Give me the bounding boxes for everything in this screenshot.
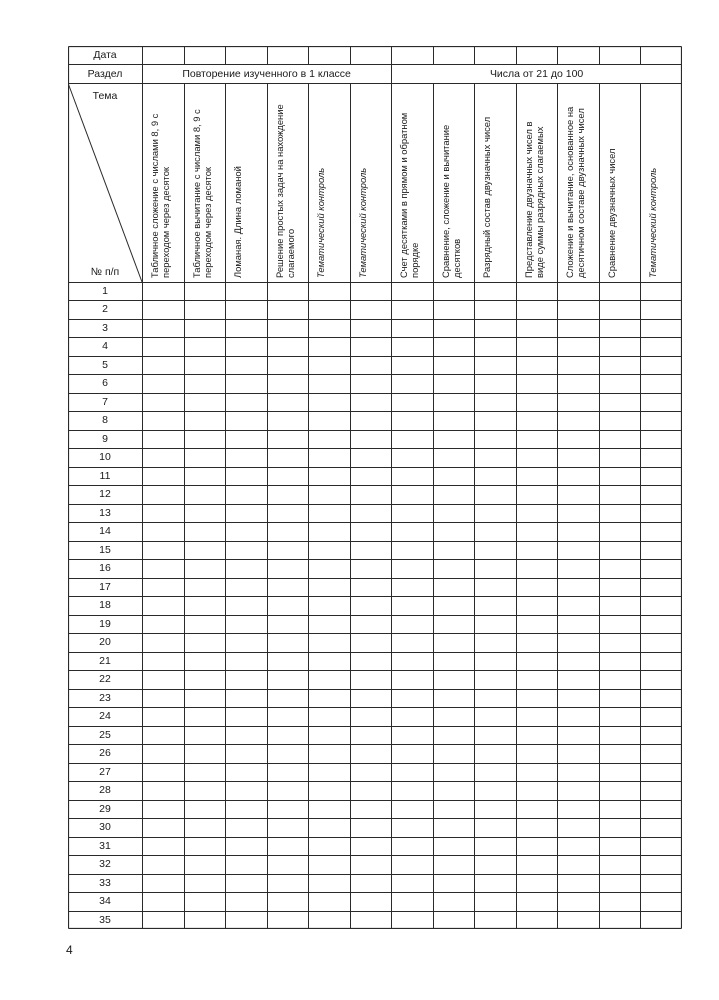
row-number: 8: [102, 414, 108, 427]
topic-header-5: Тематический контроль: [315, 167, 327, 278]
topic-header-9: Разрядный состав двузначных чисел: [481, 116, 493, 278]
section-title-numbers-21-100: Числа от 21 до 100: [489, 68, 584, 80]
topic-header-2: Табличное вычитание с числами 8, 9 с переходом через десяток: [190, 109, 213, 278]
row-number: 24: [99, 710, 111, 723]
row-number: 17: [99, 580, 111, 593]
topic-header-3: Ломаная. Длина ломаной: [232, 166, 244, 278]
page-number: 4: [66, 943, 73, 957]
topic-header-8: Сравнение, сложение и вычитание десятков: [439, 124, 462, 278]
row-number: 20: [99, 636, 111, 649]
row-number: 15: [99, 543, 111, 556]
row-number: 34: [99, 895, 111, 908]
row-number: 9: [102, 432, 108, 445]
date-label: Дата: [93, 49, 117, 61]
row-number: 16: [99, 562, 111, 575]
topic-header-7: Счет десятками в прямом и обратном порядке: [398, 112, 420, 278]
section-title-repetition: Повторение изученного в 1 классе: [182, 68, 351, 80]
row-number: 31: [99, 839, 111, 852]
row-number: 35: [99, 913, 111, 926]
row-number: 22: [99, 673, 111, 686]
row-number: 6: [102, 377, 108, 390]
row-number: 33: [99, 876, 111, 889]
row-number: 23: [99, 691, 111, 704]
row-number: 28: [99, 784, 111, 797]
row-number: 14: [99, 525, 111, 538]
topic-header-6: Тематический контроль: [356, 167, 368, 278]
section-label: Раздел: [87, 68, 123, 80]
row-number: 32: [99, 858, 111, 871]
journal-table: [68, 46, 682, 929]
row-number: 3: [102, 321, 108, 334]
row-number: 4: [102, 340, 108, 353]
row-number: 25: [99, 728, 111, 741]
row-number: 13: [99, 506, 111, 519]
row-number: 1: [102, 285, 108, 297]
corner-diagonal: [68, 83, 142, 282]
row-number: 19: [99, 617, 111, 630]
topic-header-1: Табличное сложение с числами 8, 9 с переходом через десяток: [149, 113, 171, 278]
row-number: 10: [99, 451, 111, 464]
row-number: 30: [99, 821, 111, 834]
row-number: 2: [102, 303, 108, 316]
topic-label: Тема: [92, 90, 118, 102]
topic-header-4: Решение простых задач на нахождение слагаемого: [273, 104, 296, 278]
topic-header-10: Представление двузначных чисел в виде суммы разрядных слагаемых: [522, 121, 545, 278]
row-number: 27: [99, 765, 111, 778]
row-number: 29: [99, 802, 111, 815]
row-number-label: № п/п: [90, 266, 120, 278]
topic-header-13: Тематический контроль: [647, 167, 659, 278]
row-number: 7: [102, 395, 108, 408]
topic-header-11: Сложение и вычитание, основанное на десятичном составе двузначных чисел: [564, 106, 586, 278]
row-number: 21: [99, 654, 111, 667]
row-number: 11: [99, 469, 111, 482]
row-number: 18: [99, 599, 111, 612]
row-number: 12: [99, 488, 111, 501]
row-number: 26: [99, 747, 111, 760]
row-number: 5: [102, 358, 108, 371]
topic-header-12: Сравнение двузначных чисел: [605, 148, 617, 278]
